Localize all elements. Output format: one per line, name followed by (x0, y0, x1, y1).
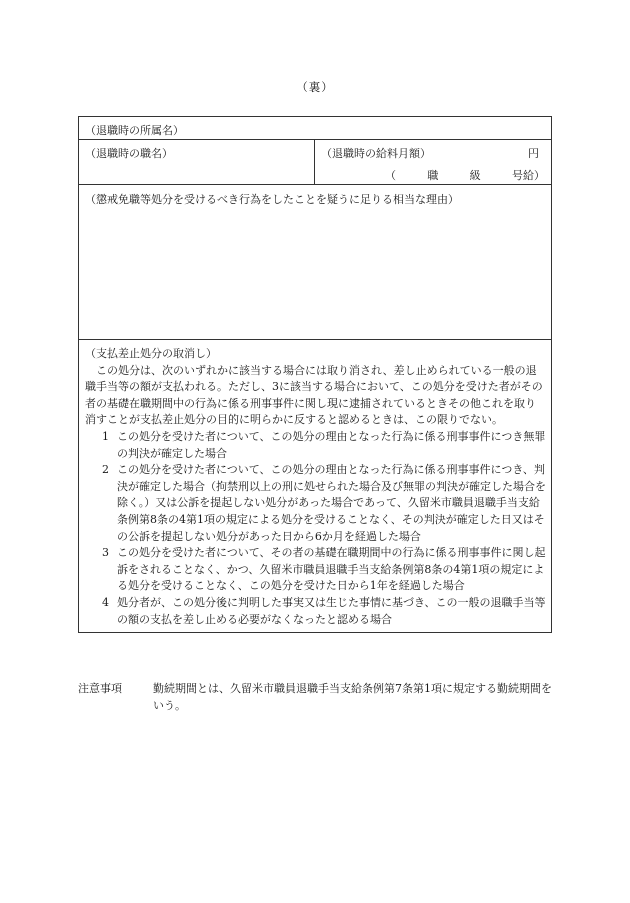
page-heading: （裏） (296, 80, 334, 94)
salary-unit: 円 (528, 147, 539, 160)
item-text: この処分を受けた者について、その者の基礎在職期間中の行為に係る刑事事件に関し起訴をされることなく、かつ、久留米市職員退職手当支給条例第8条の4第1項の規定による処分を受けることなく、この処分を受けた日から1年を経過した場合 (117, 546, 546, 593)
reason-label: （懲戒免職等処分を受けるべき行為をしたことを疑うに足りる相当な理由） (85, 193, 459, 206)
salary-label: （退職時の給料月額） (321, 147, 431, 160)
item-number: 2 (102, 463, 109, 477)
salary-cell (315, 140, 551, 184)
dept-row (79, 117, 551, 140)
note-label: 注意事項 (78, 682, 122, 695)
revoke-intro: この処分は、次のいずれかに該当する場合には取り消され、差し止められている一般の退職手当等の額が支払われる。ただし、3に該当する場合において、この処分を受けた者がその者の基礎在職期間中の行為に係る刑事事件に関し現に逮捕されているときその他これを取り消すことが支払差止処分の目的に明らかに反すると認めるときは、この限りでない。 (85, 363, 543, 427)
grade-kyu: 級 (469, 169, 481, 182)
grade-line (321, 167, 545, 183)
list-item (85, 429, 546, 462)
revoke-label: （支払差止処分の取消し） (85, 347, 217, 360)
list-item (85, 462, 546, 545)
item-number: 3 (102, 546, 109, 560)
note-section (78, 680, 552, 714)
reason-row (79, 185, 551, 340)
title-salary-row (79, 140, 551, 185)
title-cell (79, 140, 315, 184)
item-number: 1 (102, 429, 109, 443)
disposition-form-table (78, 116, 552, 633)
item-text: この処分を受けた者について、この処分の理由となった行為に係る刑事事件につき、判決が確定した場合（拘禁刑以上の刑に処せられた場合及び無罪の判決が確定した場合を除く。）又は公訴を提起しない処分があった場合であって、久留米市職員退職手当支給条例第8条の4第1項の規定による処分を受けることなく、その判決が確定した日又はその公訴を提起しない処分があった日から6か月を経過した場合 (117, 463, 546, 543)
grade-open: （ (385, 169, 396, 182)
revoke-row (79, 340, 551, 632)
item-text: この処分を受けた者について、この処分の理由となった行為に係る刑事事件につき無罪の判決が確定した場合 (117, 429, 546, 460)
dept-label: （退職時の所属名） (85, 124, 184, 137)
item-text: 処分者が、この処分後に判明した事実又は生じた事情に基づき、この一般の退職手当等の額の支払を差し止める必要がなくなったと認める場合 (117, 595, 546, 626)
list-item (85, 595, 546, 628)
title-label: （退職時の職名） (85, 147, 173, 160)
grade-shoku: 職 (427, 169, 439, 182)
item-number: 4 (102, 595, 109, 609)
grade-gokyu: 号給） (511, 169, 545, 182)
list-item (85, 545, 546, 595)
note-text: 勤続期間とは、久留米市職員退職手当支給条例第7条第1項に規定する勤続期間をいう。 (153, 682, 552, 712)
